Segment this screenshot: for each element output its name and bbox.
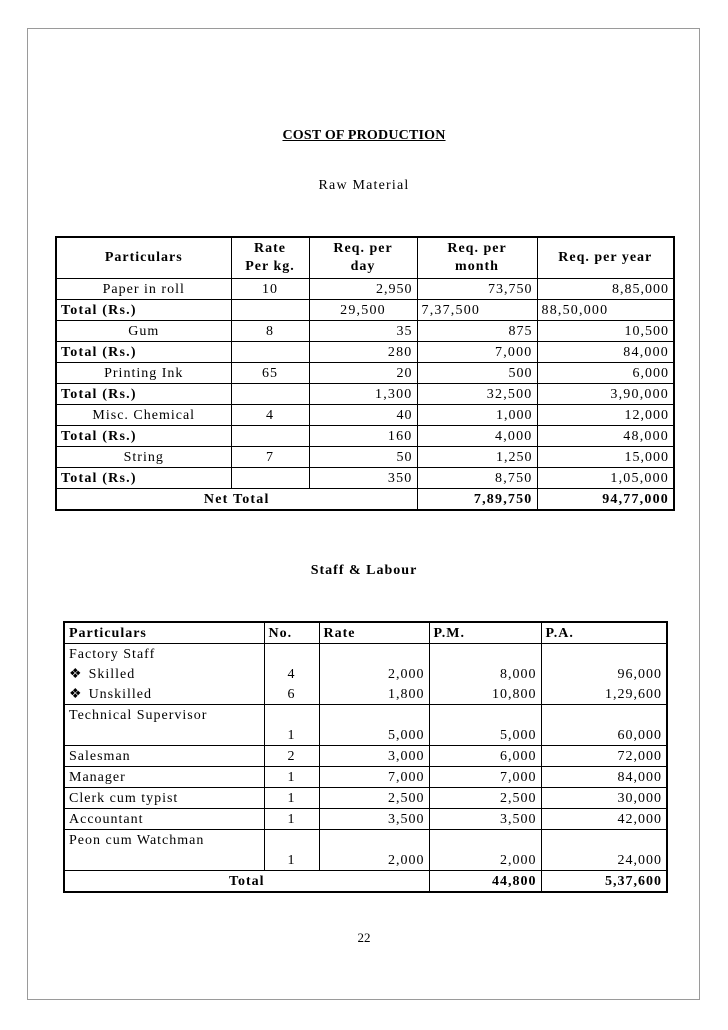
item-req-day: 50 [309,447,417,468]
staff-header-pm: P.M. [429,622,541,644]
staff-pa: 96,000 [541,664,667,684]
empty-cell [319,644,429,665]
staff-no: 6 [264,684,319,705]
item-req-year: 8,85,000 [537,279,674,300]
total-req-month: 32,500 [417,384,537,405]
staff-no: 2 [264,746,319,767]
total-rate-empty [231,384,309,405]
staff-header-row [64,622,667,644]
staff-total-label: Total [64,871,429,893]
staff-name-cell [64,684,264,705]
raw-total-row [56,468,674,489]
item-req-year: 6,000 [537,363,674,384]
staff-row [64,767,667,788]
staff-no: 1 [264,809,319,830]
total-req-day: 1,300 [309,384,417,405]
total-label: Total (Rs.) [56,468,231,489]
item-rate: 8 [231,321,309,342]
staff-rate: 3,500 [319,809,429,830]
staff-group-row [64,644,667,665]
staff-total-pa: 5,37,600 [541,871,667,893]
staff-row [64,809,667,830]
staff-name-row [64,830,667,851]
item-req-month: 1,000 [417,405,537,426]
item-req-month: 875 [417,321,537,342]
item-rate: 65 [231,363,309,384]
header-rate-line1: Rate [254,241,286,256]
staff-rate: 7,000 [319,767,429,788]
staff-rate: 5,000 [319,725,429,746]
staff-header-pa: P.A. [541,622,667,644]
staff-name: Manager [64,767,264,788]
total-req-month: 8,750 [417,468,537,489]
staff-pm: 5,000 [429,725,541,746]
item-name: Misc. Chemical [56,405,231,426]
staff-name: Salesman [64,746,264,767]
staff-pm: 2,000 [429,850,541,871]
empty-cell [429,830,541,851]
staff-name: Technical Supervisor [64,705,264,726]
header-rate [231,237,309,279]
raw-item-row [56,279,674,300]
staff-body [64,644,667,871]
staff-pm: 2,500 [429,788,541,809]
total-req-year: 48,000 [537,426,674,447]
empty-cell [64,725,264,746]
item-req-year: 15,000 [537,447,674,468]
header-particulars: Particulars [56,237,231,279]
staff-group-label: Factory Staff [64,644,264,665]
raw-item-row [56,321,674,342]
staff-no: 1 [264,767,319,788]
item-req-year: 10,500 [537,321,674,342]
page-title: COST OF PRODUCTION [282,128,446,143]
raw-material-table [55,236,675,511]
raw-total-row [56,384,674,405]
staff-pm: 10,800 [429,684,541,705]
total-req-year: 1,05,000 [537,468,674,489]
staff-pa: 24,000 [541,850,667,871]
staff-no: 1 [264,788,319,809]
item-rate: 10 [231,279,309,300]
staff-pa: 72,000 [541,746,667,767]
staff-row [64,664,667,684]
net-total-month: 7,89,750 [417,489,537,511]
staff-no: 1 [264,850,319,871]
empty-cell [541,830,667,851]
item-name: Gum [56,321,231,342]
total-label: Total (Rs.) [56,300,231,321]
header-month-line1: Req. per [447,241,507,256]
total-label: Total (Rs.) [56,342,231,363]
raw-total-row [56,426,674,447]
page-number: 22 [357,930,371,945]
staff-row [64,746,667,767]
raw-material-body [56,279,674,489]
staff-pa: 42,000 [541,809,667,830]
item-rate: 7 [231,447,309,468]
staff-pm: 6,000 [429,746,541,767]
staff-name: Clerk cum typist [64,788,264,809]
staff-rate: 2,000 [319,664,429,684]
staff-total-row [64,871,667,893]
raw-material-heading: Raw Material [318,178,410,193]
header-month-line2: month [455,259,499,274]
empty-cell [429,705,541,726]
staff-row [64,850,667,871]
staff-pa: 30,000 [541,788,667,809]
total-req-day: 350 [309,468,417,489]
empty-cell [264,830,319,851]
staff-name: Accountant [64,809,264,830]
bullet-icon: ❖ [69,666,83,682]
empty-cell [264,644,319,665]
staff-pm: 8,000 [429,664,541,684]
total-req-day: 160 [309,426,417,447]
total-req-year: 88,50,000 [537,300,674,321]
total-rate-empty [231,426,309,447]
total-req-year: 84,000 [537,342,674,363]
total-rate-empty [231,342,309,363]
empty-cell [429,644,541,665]
item-rate: 4 [231,405,309,426]
header-year: Req. per year [537,237,674,279]
header-day-line1: Req. per [333,241,393,256]
staff-rate: 2,000 [319,850,429,871]
staff-no: 4 [264,664,319,684]
empty-cell [541,644,667,665]
net-total-label: Net Total [56,489,417,511]
empty-cell [264,705,319,726]
staff-pa: 1,29,600 [541,684,667,705]
staff-pa: 84,000 [541,767,667,788]
item-req-year: 12,000 [537,405,674,426]
item-req-month: 73,750 [417,279,537,300]
total-rate-empty [231,300,309,321]
empty-cell [319,705,429,726]
header-day [309,237,417,279]
staff-rate: 2,500 [319,788,429,809]
staff-no: 1 [264,725,319,746]
bullet-icon: ❖ [69,686,83,702]
net-total-year: 94,77,000 [537,489,674,511]
raw-total-row [56,342,674,363]
total-req-day: 29,500 [309,300,417,321]
staff-header-no: No. [264,622,319,644]
staff-rate: 1,800 [319,684,429,705]
staff-rate: 3,000 [319,746,429,767]
staff-pa: 60,000 [541,725,667,746]
empty-cell [319,830,429,851]
net-total-row [56,489,674,511]
empty-cell [541,705,667,726]
staff-row [64,725,667,746]
total-rate-empty [231,468,309,489]
total-req-month: 7,37,500 [417,300,537,321]
staff-header-rate: Rate [319,622,429,644]
staff-pm: 3,500 [429,809,541,830]
staff-name: Unskilled [88,686,153,702]
staff-name-cell [64,664,264,684]
staff-labour-heading: Staff & Labour [310,563,418,578]
staff-name: Peon cum Watchman [64,830,264,851]
total-req-day: 280 [309,342,417,363]
total-req-year: 3,90,000 [537,384,674,405]
raw-item-row [56,363,674,384]
item-name: String [56,447,231,468]
item-req-day: 2,950 [309,279,417,300]
item-req-month: 500 [417,363,537,384]
staff-table [63,621,668,893]
total-label: Total (Rs.) [56,426,231,447]
header-month [417,237,537,279]
raw-item-row [56,447,674,468]
total-label: Total (Rs.) [56,384,231,405]
item-name: Printing Ink [56,363,231,384]
item-req-day: 35 [309,321,417,342]
staff-pm: 7,000 [429,767,541,788]
staff-name-row [64,705,667,726]
staff-total-pm: 44,800 [429,871,541,893]
empty-cell [64,850,264,871]
raw-total-row [56,300,674,321]
staff-row [64,788,667,809]
raw-item-row [56,405,674,426]
item-req-month: 1,250 [417,447,537,468]
item-name: Paper in roll [56,279,231,300]
header-day-line2: day [350,259,376,274]
item-req-day: 20 [309,363,417,384]
total-req-month: 4,000 [417,426,537,447]
item-req-day: 40 [309,405,417,426]
staff-header-particulars: Particulars [64,622,264,644]
header-rate-line2: Per kg. [245,259,295,274]
staff-row [64,684,667,705]
staff-name: Skilled [88,666,136,682]
total-req-month: 7,000 [417,342,537,363]
raw-material-header-row [56,237,674,279]
